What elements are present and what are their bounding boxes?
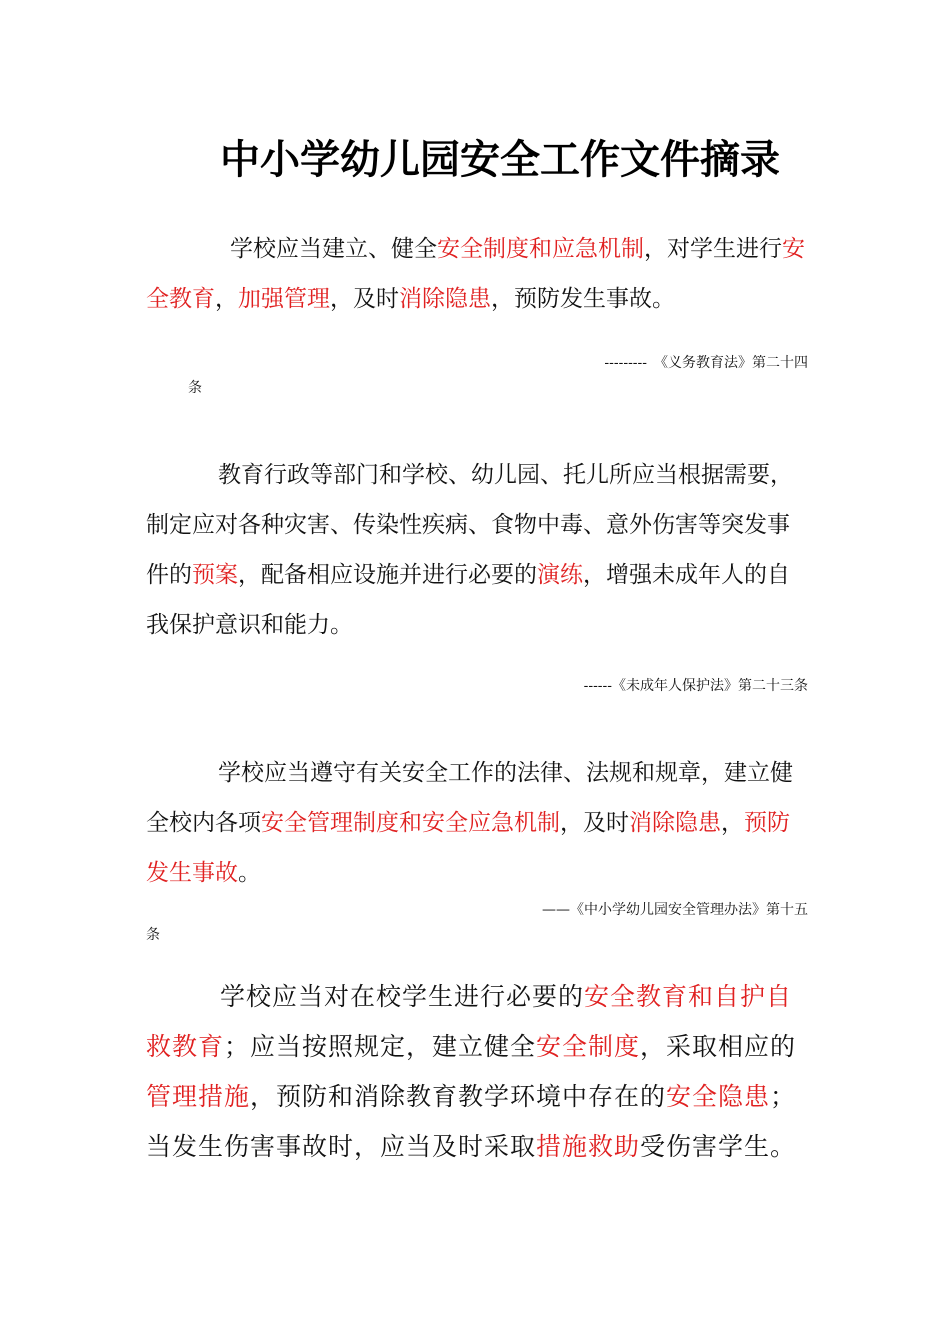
highlighted-text: 安全管理制度和安全应急机制 [261,810,560,836]
body-text: ，采取相应的 [640,1032,797,1061]
highlighted-text: 安全制度和应急机制 [437,236,644,262]
highlighted-text: 安全隐患 [666,1082,771,1111]
highlighted-text: 消除隐患 [629,810,721,836]
highlighted-text: 消除隐患 [399,286,491,312]
paragraph-2 [146,450,811,650]
body-text: 学校应当建立、健全 [230,236,437,262]
body-text: ；当发生伤害事故时，应当及时采取 [146,1082,797,1161]
highlighted-text: 加强管理 [238,286,330,312]
body-text: ，预防和消除教育教学环境中存在的 [250,1082,667,1111]
body-text: ， [721,810,744,836]
highlighted-text: 预案 [192,562,238,588]
body-text: ， [215,286,238,312]
body-text: ，对学生进行 [644,236,782,262]
body-text: ；应当按照规定，建立健全 [224,1032,537,1061]
citation-1 [146,350,808,376]
paragraph-1 [146,224,811,324]
body-text: ，预防发生事故。 [491,286,675,312]
highlighted-text: 演练 [537,562,583,588]
highlighted-text: 措施救助 [536,1132,641,1161]
highlighted-text: 管理措施 [146,1082,251,1111]
citation-3-line2: 条 [146,927,160,943]
paragraph-4 [146,972,811,1172]
body-text: ，配备相应设施并进行必要的 [238,562,537,588]
citation-3-line1: ——《中小学幼儿园安全管理办法》第十五 [542,902,808,918]
body-text: 。 [238,860,261,886]
citation-1-line2: 条 [188,380,202,396]
highlighted-text: 安全教育 [146,236,805,312]
body-text: ，及时 [560,810,629,836]
body-text: 受伤害学生。 [640,1132,797,1161]
body-text: 学校应当遵守有关安全工作的法律、法规和规章，建立健全校内各项 [146,760,793,836]
citation-2-line1: ------《未成年人保护法》第二十三条 [583,678,808,694]
citation-3 [146,897,808,923]
citation-2 [146,673,808,699]
highlighted-text: 预防发生事故 [146,810,790,886]
citation-1-wrap [188,375,850,401]
body-text: ，及时 [330,286,399,312]
highlighted-text: 安全制度 [536,1032,641,1061]
citation-1-line1: --------- 《义务教育法》第二十四 [604,355,808,371]
highlighted-text: 安全教育和自护自救教育 [146,982,793,1061]
document-title: 中小学幼儿园安全工作文件摘录 [220,137,780,183]
paragraph-3 [146,748,811,898]
body-text: 教育行政等部门和学校、幼儿园、托儿所应当根据需要，制定应对各种灾害、传染性疾病、食物中毒、意外伤害等突发事件的 [146,462,793,588]
body-text: 学校应当对在校学生进行必要的 [220,982,585,1011]
body-text: ，增强未成年人的自我保护意识和能力。 [146,562,790,638]
citation-3-wrap [146,922,808,948]
